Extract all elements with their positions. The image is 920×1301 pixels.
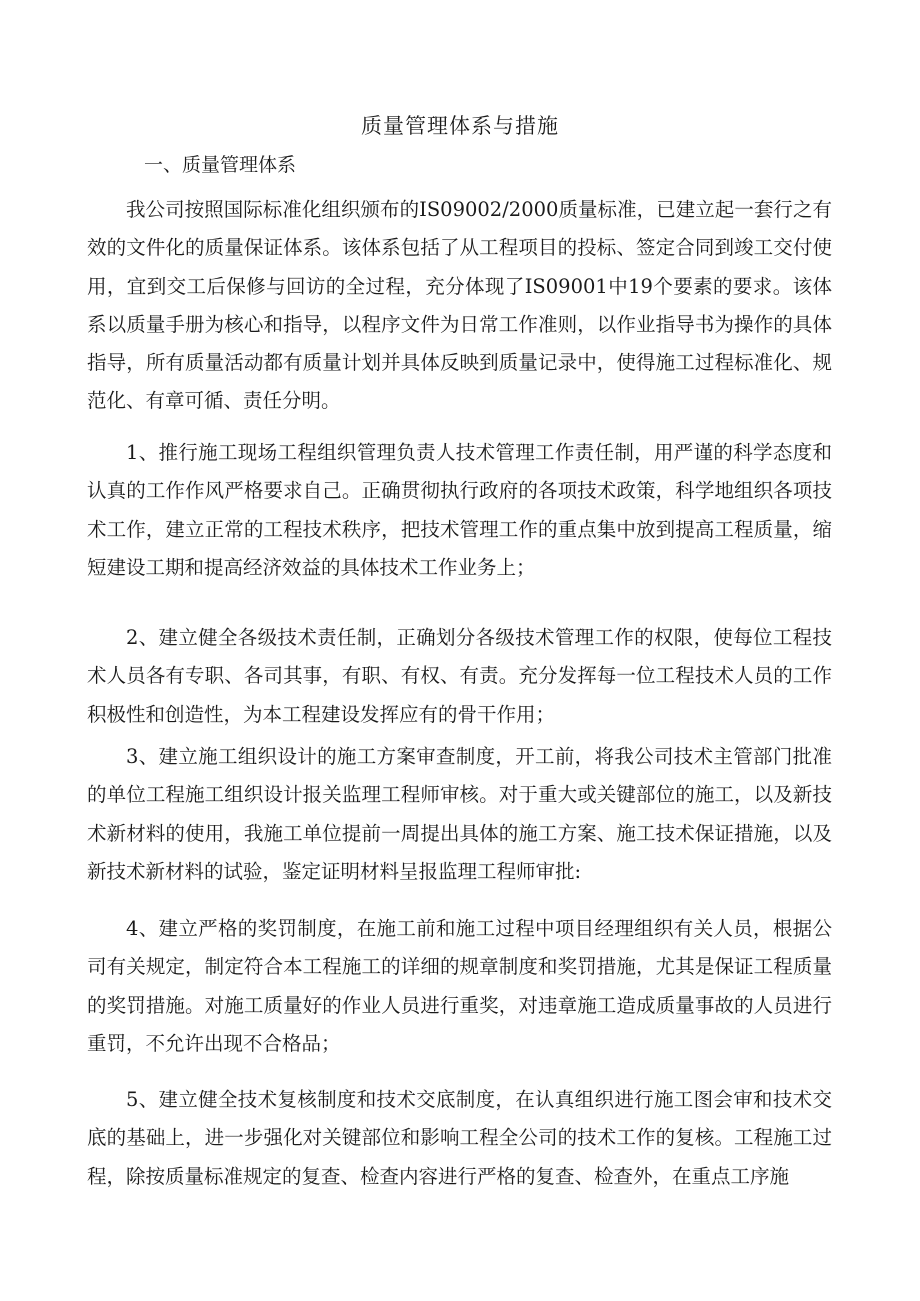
paragraph-intro: 我公司按照国际标准化组织颁布的IS09002/2000质量标准，已建立起一套行之有效的文件化的质量保证体系。该体系包括了从工程项目的投标、签定合同到竣工交付使用，宜到交工后保修与回访的全过程，充分体现了IS09001中19个要素的要求。该体系以质量手册为核心和指导，以程序文件为日常工作准则，以作业指导书为操作的具体指导，所有质量活动都有质量计划并具体反映到质量记录中，使得施工过程标准化、规范化、有章可循、责任分明。 xyxy=(87,198,832,413)
paragraph-item-2: 2、建立健全各级技术责任制，正确划分各级技术管理工作的权限，使每位工程技术人员各有专职、各司其事，有职、有权、有责。充分发挥每一位工程技术人员的工作积极性和创造性，为本工程建设发挥应有的骨干作用； xyxy=(87,626,832,726)
paragraph-item-5: 5、建立健全技术复核制度和技术交底制度，在认真组织进行施工图会审和技术交底的基础上，进一步强化对关键部位和影响工程全公司的技术工作的复核。工程施工过程，除按质量标准规定的复查、检查内容进行严格的复查、检查外，在重点工序施 xyxy=(87,1088,832,1188)
section-heading: 一、质量管理体系 xyxy=(144,154,297,176)
document-title: 质量管理体系与措施 xyxy=(361,114,559,138)
paragraph-item-4: 4、建立严格的奖罚制度，在施工前和施工过程中项目经理组织有关人员，根据公司有关规定，制定符合本工程施工的详细的规章制度和奖罚措施，尤其是保证工程质量的奖罚措施。对施工质量好的作业人员进行重奖，对违章施工造成质量事故的人员进行重罚，不允许出现不合格品； xyxy=(87,917,832,1055)
paragraph-item-1: 1、推行施工现场工程组织管理负责人技术管理工作责任制，用严谨的科学态度和认真的工作作风严格要求自己。正确贯彻执行政府的各项技术政策，科学地组织各项技术工作，建立正常的工程技术秩序，把技术管理工作的重点集中放到提高工程质量，缩短建设工期和提高经济效益的具体技术工作业务上； xyxy=(87,441,832,579)
paragraph-item-3: 3、建立施工组织设计的施工方案审查制度，开工前，将我公司技术主管部门批准的单位工程施工组织设计报关监理工程师审核。对于重大或关键部位的施工，以及新技术新材料的使用，我施工单位提前一周提出具体的施工方案、施工技术保证措施，以及新技术新材料的试验，鉴定证明材料呈报监理工程师审批: xyxy=(87,745,832,883)
